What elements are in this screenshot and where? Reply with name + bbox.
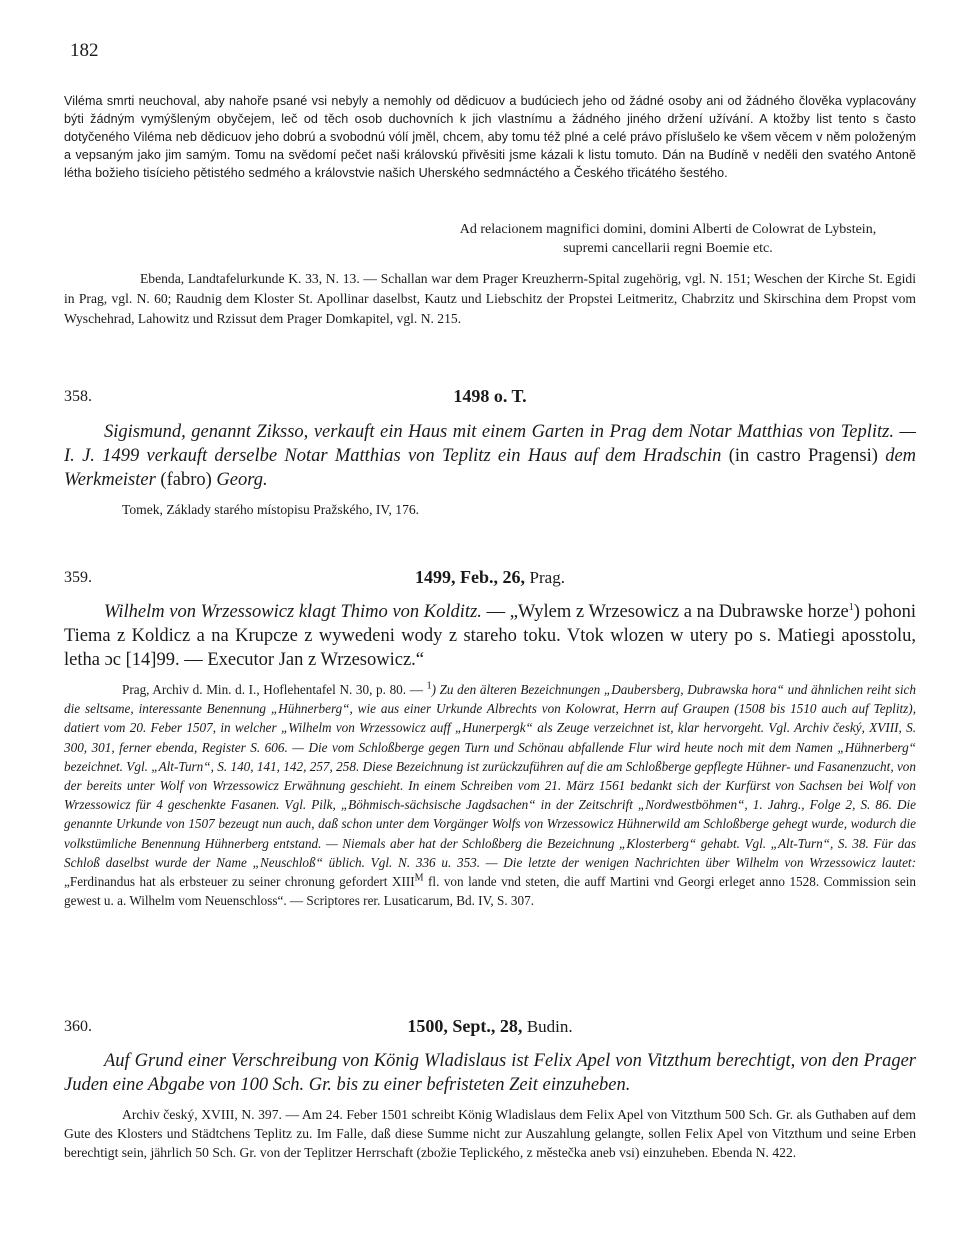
signature-line-1: Ad relacionem magnifici domini, domini Alberti de Colowrat de Lybstein, xyxy=(459,222,877,237)
entry-date xyxy=(64,567,916,588)
signature-line-2: supremi cancellarii regni Boemie etc. xyxy=(563,241,773,256)
entry-number: 358. xyxy=(64,388,92,405)
entry-358-header xyxy=(64,388,916,412)
entry-date-text: 1499, Feb., 26, xyxy=(415,567,526,587)
footnote-quote: „Ferdinandus hat als erbsteuer zu seiner chronung gefordert XIII xyxy=(64,874,415,890)
entry-date xyxy=(64,1016,916,1037)
entry-359-source-and-footnote xyxy=(64,680,916,910)
czech-charter-text: Viléma smrti neuchoval, aby nahoře psané vsi nebyly a nemohly od dědicuov a budúciech jeho od žádné osoby ani od žádného člověka vyplacovány býti žádným vymýšleným obyčejem, leč od těch osob duchovních k jich vlastnímu a žádného jiného držení užívání. A ktožby list tento s často dotyčeného Viléma neb dědicuov jeho dobrú a svobodnú vólí jměl, chcem, aby tomu též plné a celé právo příslušelo ke všem věcem v něm položeným a vepsaným jako jim samým. Tomu na svědomí pečet naši královskú přivěsiti jsme kázali k listu tomuto. Dán na Budíně v neděli den svatého Antoně létha božieho tisícieho pětistého sedmého a královstvie našich Uherského sedmnáctého a Českého třicátého šestého. xyxy=(64,94,916,180)
entry-place: Prag. xyxy=(529,568,565,587)
footnote-quote-cont: fl. von lande vnd steten, die auff Martini vnd Georgi erleget anno 1528. Commission sein gewest u. a. Wilhelm vom Neuenschloss“. — Scriptores rer. Lusaticarum, Bd. IV, S. 307. xyxy=(64,874,916,909)
page-number: 182 xyxy=(70,40,99,61)
footnote-mark: 1 xyxy=(848,601,854,613)
entry-360-header xyxy=(64,1018,916,1042)
regest-quote: — „Wylem z Wrzesowicz a na Dubrawske horze xyxy=(486,602,849,622)
regest-italic: dem Werkmeister xyxy=(64,446,917,490)
chancery-signature xyxy=(420,220,916,258)
regest-italic: Wilhelm von Wrzessowicz klagt Thimo von Kolditz. xyxy=(104,602,482,622)
entry-date-text: 1498 o. T. xyxy=(453,386,527,406)
entry-360-regest: Auf Grund einer Verschreibung von König Wladislaus ist Felix Apel von Vitzthum berechtigt, von den Prager Juden eine Abgabe von 100 Sch. Gr. bis zu einer befristeten Zeit einzuheben. xyxy=(64,1051,916,1095)
entry-358-regest xyxy=(64,420,916,492)
entry-place: Budin. xyxy=(526,1017,573,1036)
source-note-previous: Ebenda, Landtafelurkunde K. 33, N. 13. — Schallan war dem Prager Kreuzherrn-Spital zugehörig, vgl. N. 151; Weschen der Kirche St. Egidi in Prag, vgl. N. 60; Raudnig dem Kloster St. Apollinar daselbst, Kautz und Liebschitz der Propstei Leitmeritz, Chabrzitz und Skirschina dem Propst vom Wyschehrad, Lahowitz und Rzissut dem Prager Domkapitel, vgl. N. 215. xyxy=(64,271,916,326)
regest-plain: (fabro) xyxy=(160,470,212,490)
entry-date xyxy=(64,386,916,407)
entry-359-regest xyxy=(64,600,916,672)
entry-360-source: Archiv český, XVIII, N. 397. — Am 24. Feber 1501 schreibt König Wladislaus dem Felix Apel von Vitzthum 500 Sch. Gr. als Guthaben auf dem Gute des Klosters und Städtchens Teplitz zu. Im Falle, daß diese Summe nicht zur Auszahlung gelangte, sollen Felix Apel von Vitzthum und seine Erben berechtigt sein, jährlich 50 Sch. Gr. von der Teplitzer Herrschaft (zbožie Teplického, z městečka aneb vsi) einzuheben. Ebenda N. 422. xyxy=(64,1107,916,1160)
entry-358-source: Tomek, Základy starého místopisu Pražského, IV, 176. xyxy=(122,502,420,517)
regest-italic: Sigismund, genannt Ziksso, verkauft ein Haus mit einem Garten in Prag dem Notar Matthias von Teplitz. — I. J. 1499 verkauft derselbe Notar Matthias von Teplitz ein Haus auf dem Hradschin xyxy=(64,422,916,466)
regest-italic: Georg. xyxy=(216,470,268,490)
regest-quote-cont: ) pohoni Tiema z Koldicz a na Krupcze z wywedeni wody z stareho toku. Vtok wlozen w utery po s. Matiegi aposstolu, letha ɔc [14]99. — Executor Jan z Wrzesowicz.“ xyxy=(64,602,916,670)
footnote-number: 1 xyxy=(426,680,432,692)
entry-number: 359. xyxy=(64,569,92,586)
entry-number: 360. xyxy=(64,1018,92,1035)
regest-plain: (in castro Pragensi) xyxy=(728,446,878,466)
footnote-text: ) Zu den älteren Bezeichnungen „Daubersberg, Dubrawska hora“ und ähnlichen reiht sich die seltsame, interessante Benennung „Hühnerberg“, wie aus einer Urkunde Albrechts von Kolowrat, Herrn auf Graupen (1508 bis 1510 auch auf Teplitz), datiert vom 20. Feber 1507, in welcher „Wilhelm von Wrzessowicz auff „Hunerpergk“ als Zeuge verzeichnet ist, klar hervorgeht. Vgl. Archiv český, XVIII, S. 300, 301, ferner ebenda, Register S. 606. — Die vom Schloßberge gegen Turn und Schönau abfallende Flur wird heute noch mit dem Namen „Hühnerberg“ bezeichnet. Vgl. „Alt-Turn“, S. 140, 141, 142, 257, 258. Diese Bezeichnung ist zurückzuführen auf die am Schloßberge gepflegte Hühner- und Fasanenzucht, von der bereits unter Wolf von Wrzessowicz Erwähnung geschieht. In einem Schreiben vom 21. März 1561 bedankt sich der Kurfürst von Sachsen bei Wolf von Wrzessowicz für 4 geschenkte Fasanen. Vgl. Pilk, „Böhmisch-sächsische Jagdsachen“ in der Zeitschrift „Nordwestböhmen“, 1. Jahrg., Folge 2, S. 86. Die genannte Urkunde von 1507 bezeugt nun auch, daß schon unter dem Vorgänger Wolfs von Wrzessowicz Hühnerwild am Schloßberge gehegt wurde, wodurch die volkstümliche Benennung Hühnerberg entstand. — Niemals aber hat der Schloßberg die Bezeichnung „Klosterberg“ gehabt. Vgl. „Alt-Turn“, S. 38. Für das Schloß daselbst wurde der Name „Neuschloß“ üblich. Vgl. N. 336 u. 353. — Die letzte der wenigen Nachrichten über Wilhelm von Wrzessowicz lautet: xyxy=(64,682,916,870)
entry-date-text: 1500, Sept., 28, xyxy=(407,1016,523,1036)
footnote-sup: M xyxy=(414,872,424,884)
source-citation: Prag, Archiv d. Min. d. I., Hoflehentafel N. 30, p. 80. — xyxy=(122,682,427,697)
entry-359-header xyxy=(64,569,916,593)
